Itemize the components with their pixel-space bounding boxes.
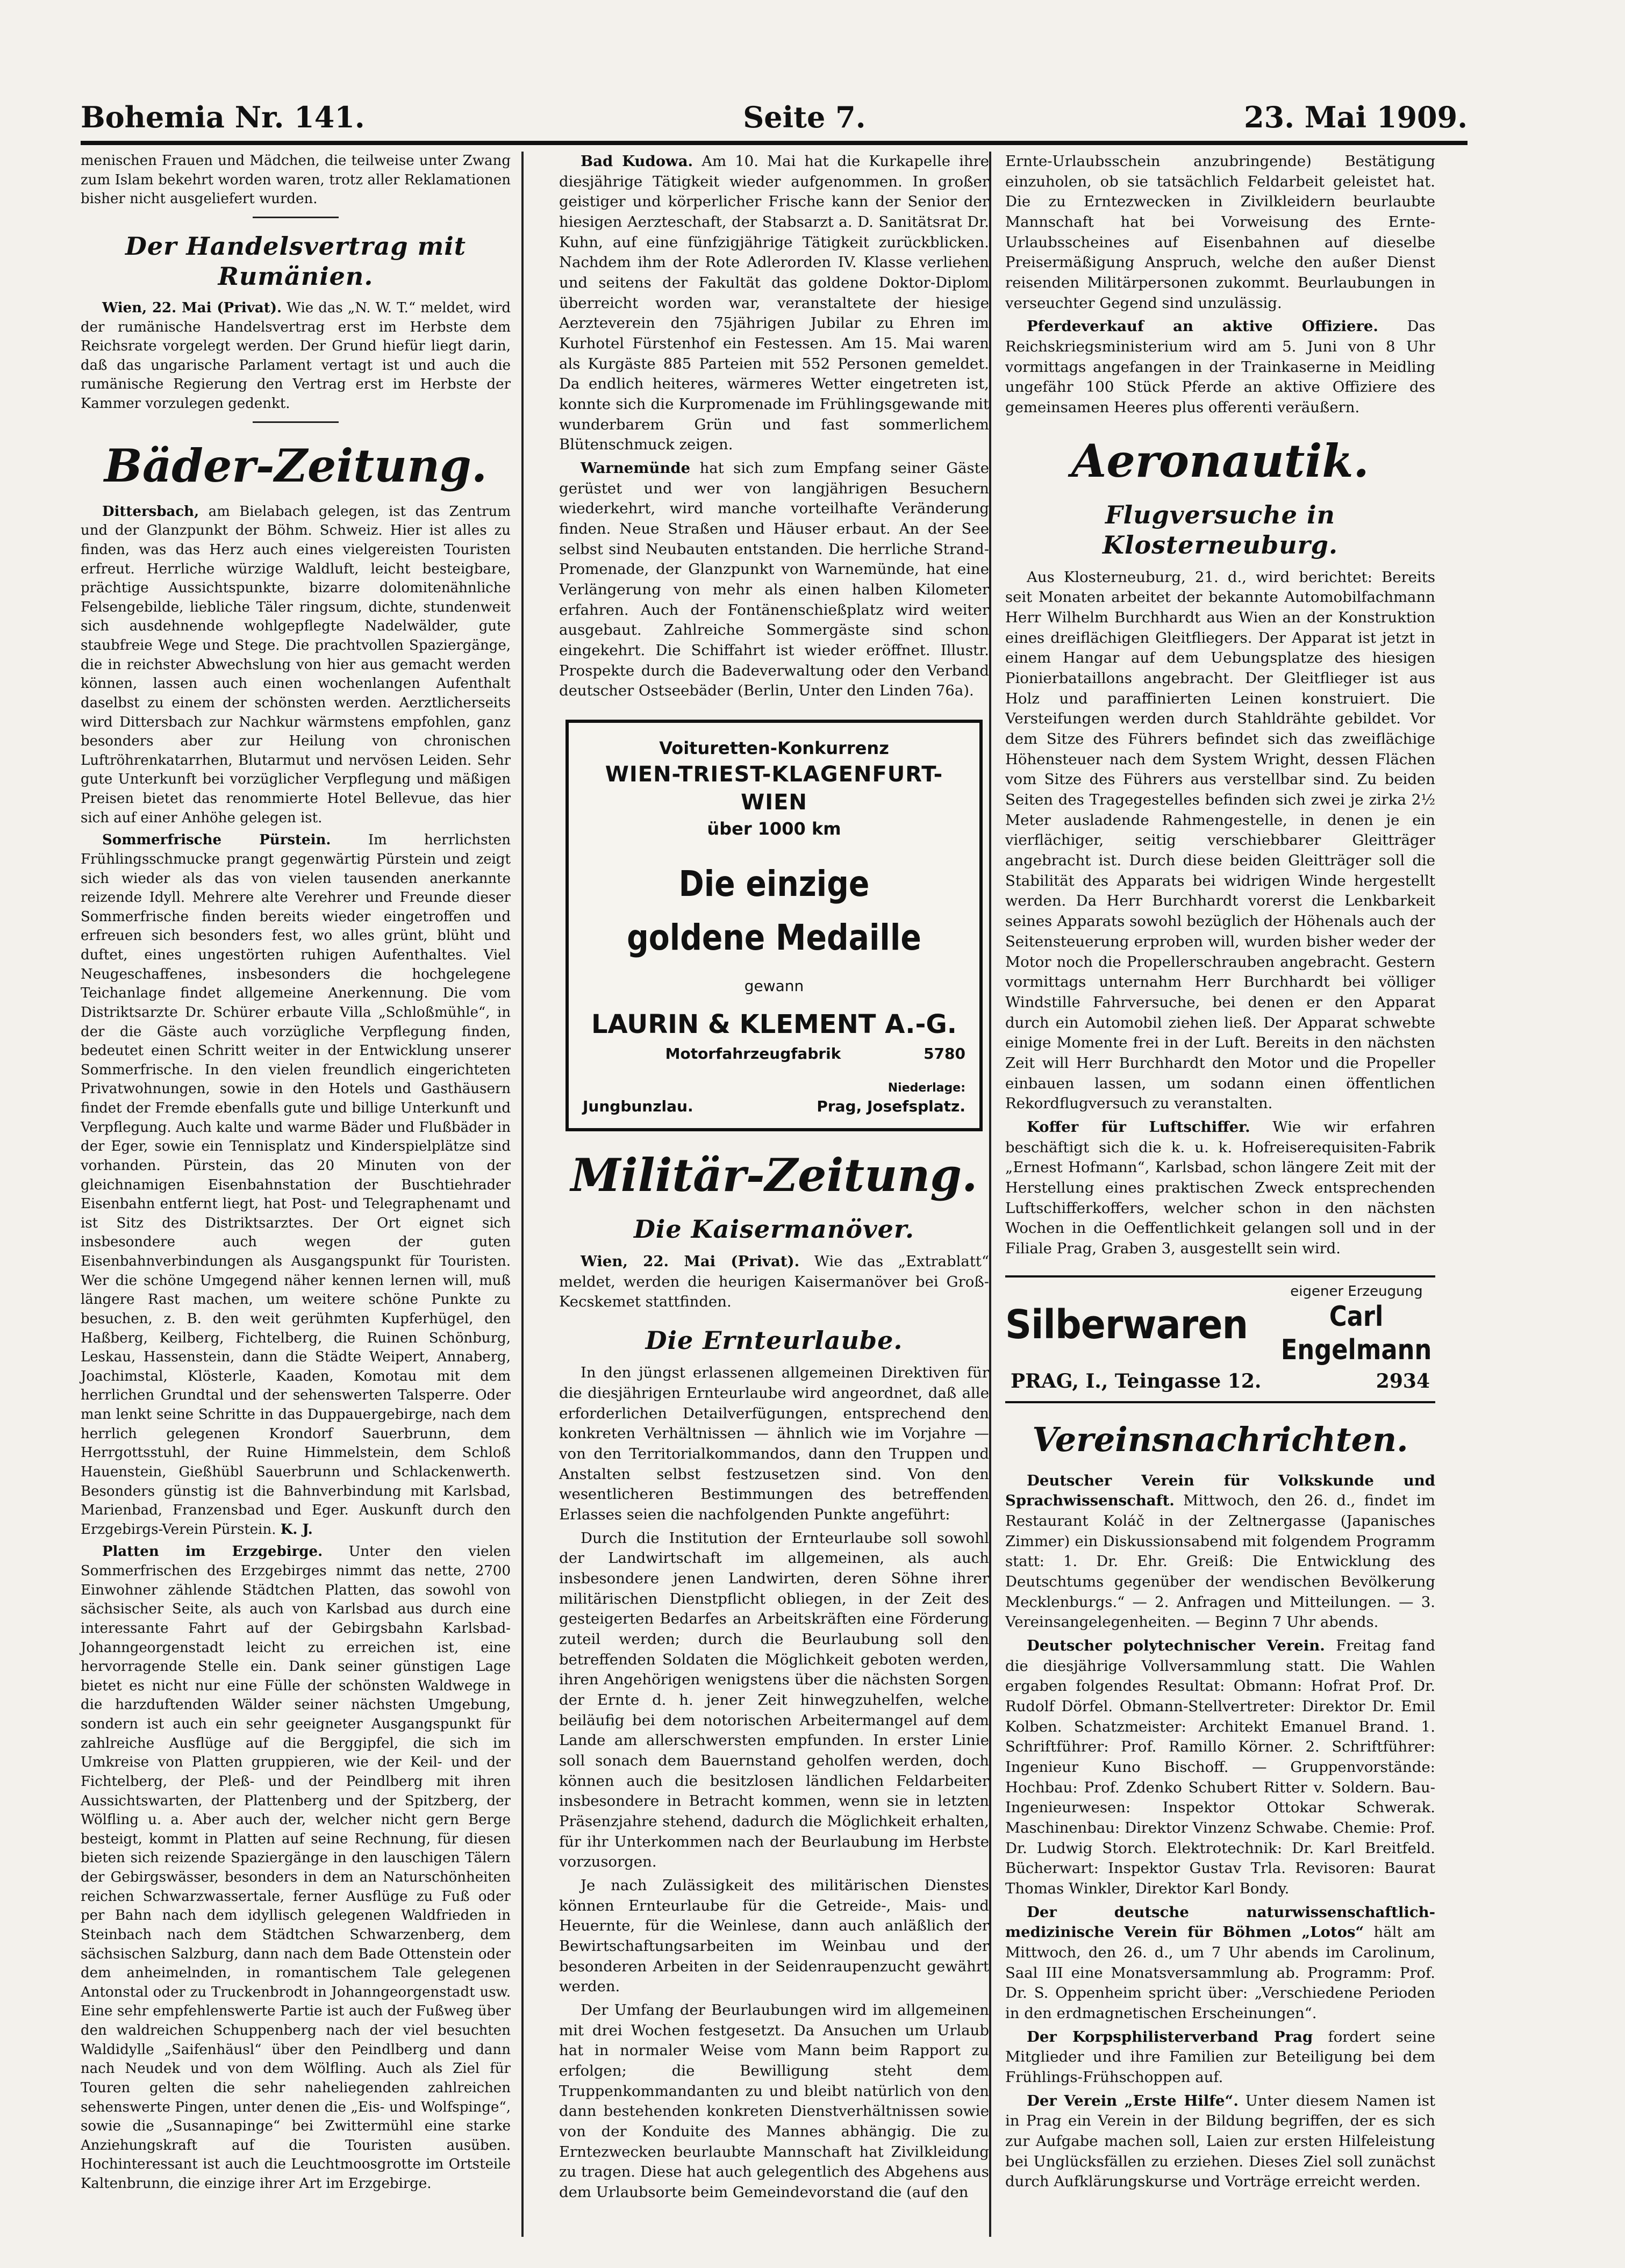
notice-lead: Der Korpsphilisterverband Prag (1027, 2028, 1313, 2045)
ad-number: 5780 (924, 1045, 965, 1063)
article-paragraph: Je nach Zulässigkeit des militärischen Dienstes können Ernteurlaube für die Getreide-, Mais- und Heuernte, für die Weinlese, dann auch anläßlich der Bewirtschaftungsarbeiten im Weinbau und der besonderen Arbeiten in der Seidenraupenzucht gewährt werden. (559, 1876, 989, 1996)
notice-lotos (1005, 1903, 1435, 2024)
headline-handelsvertrag: Der Handelsvertrag mit Rumänien. (125, 231, 466, 291)
notice-lead: Deutscher polytechnischer Verein. (1027, 1637, 1325, 1654)
ad-address-line (1005, 1367, 1435, 1394)
ad-route: WIEN-TRIEST-KLAGENFURT-WIEN (605, 762, 943, 815)
notice-text: Unter diesem Namen ist in Prag ein Verein in der Bildung begriffen, der es sich zur Aufgabe machen soll, Laien zur ersten Hilfeleistung bei Unglücksfällen zu erziehen. Dieses Ziel soll zunächst durch Aufklärungskurse und Vorträge erreicht werden. (1005, 2092, 1435, 2191)
ad-event: Voituretten-Konkurrenz (659, 738, 889, 759)
article-dittersbach (81, 503, 511, 828)
headline-ernteurlaube: Die Ernteurlaube. (645, 1326, 903, 1355)
article-lead: Sommerfrische Pürstein. (102, 832, 331, 849)
dateline: Wien, 22. Mai (Privat). (102, 299, 282, 316)
article-flugversuche: Aus Klosterneuburg, 21. d., wird berichtet: Bereits seit Monaten arbeitet der bekannte Automobilfachmann Herr Wilhelm Burchhardt aus Wien an der Konstruktion eines dreiflächigen Gleitfliegers. Der Apparat ist jetzt in einem Hangar auf dem Uebungsplatze des hiesigen Pionierbataillons angebracht. Der Gleitflieger ist aus Holz und paraffinierten Leinen konstruiert. Die Versteifungen werden durch Stahldrähte gebildet. Vor dem Sitze des Führers befindet sich das zweiflächige Höhensteuer nach dem System Wright, dessen Flächen vom Sitze des Führers aus verstellbar sind. Zu beiden Seiten des Tragegestelles befinden sich zwei je zirka 2½ Meter ausladende Rahmengestelle, in denen je ein vierflächiger, seitig verschiebbarer Gleitträger angebracht ist. Durch diese beiden Gleitträger soll die Stabilität des Apparats bei widrigen Winde hergestellt werden. Da Herr Burchhardt vorerst die Lenkbarkeit seines Apparats sowohl bezüglich der Höhenals auch der Seitensteuerung erproben will, wurden bisher weder der Motor noch die Propellerschrauben angebracht. Gestern vormittags unternahm Herr Burchhardt bei völliger Windstille Fahrversuche, bei denen er den Apparat durch ein Automobil ziehen ließ. Der Apparat schwebte einige Momente frei in der Luft. Bereits in den nächsten Zeit will Herr Burchhardt den Motor und die Propeller einbauen lassen, um sodann einen öffentlichen Rekordflugversuch zu veranstalten. (1005, 568, 1435, 1113)
section-title-vereinsnachrichten: Vereinsnachrichten. (1032, 1419, 1408, 1459)
ad-won: gewann (744, 977, 804, 995)
masthead (81, 97, 1467, 134)
article-puerstein (81, 831, 511, 1539)
article-kaisermanoever (559, 1252, 989, 1312)
article-text: Wie das „Extrablatt“ meldet, werden die heurigen Kaisermanöver bei Groß-Kecskemet stattfinden. (559, 1253, 989, 1311)
article-text: Am 10. Mai hat die Kurkapelle ihre diesjährige Tätigkeit wieder aufgenommen. In großer geistiger und körperlicher Frische kann der Senior der hiesigen Aerzteschaft, der Stabsarzt a. D. Sanitätsrat Dr. Kuhn, auf eine fünfzigjährige Tätigkeit zurückblicken. Nachdem ihm der Rote Adlerorden IV. Klasse verliehen und seitens der Fakultät das goldene Doktor-Diplom überreicht worden war, veranstaltete der hiesige Aerzteverein den 75jährigen Jubilar zu Ehren im Kurhotel Fürstenhof ein Festessen. Am 15. Mai waren als Kurgäste 885 Parteien mit 552 Personen gemeldet. Da endlich heiteres, wärmeres Wetter eingetreten ist, konnte sich die Kurpromenade im Frühlingsgewande mit wunderbarem Grün und fast sommerlichem Blütenschmuck zeigen. (559, 153, 989, 454)
ad-subline (583, 1043, 965, 1065)
article-lead: Pferdeverkauf an aktive Offiziere. (1027, 318, 1379, 335)
notice-text: Mittwoch, den 26. d., findet im Restaurant Koláč in der Zeltnergasse (Japanisches Zimmer) ein Diskussionsabend mit folgendem Programm statt: 1. Dr. Ehr. Greiß: Die Entwicklung des Deutschtums gegenüber der wendischen Bevölkerung Mecklenburgs.“ — 2. Anfragen und Mitteilungen. — 3. Vereinsangelegenheiten. — Beginn 7 Uhr abends. (1005, 1492, 1435, 1631)
section-title-aeronautik: Aeronautik. (1071, 434, 1369, 487)
article-text: Unter den vielen Sommerfrischen des Erzgebirges nimmt das nette, 2700 Einwohner zählende Städtchen Platten, das sowohl von sächsischer Seite, als auch von Karlsbad aus durch eine interessante Fahrt auf der Gebirgsbahn Karlsbad-Johanngeorgenstadt leicht zu erreichen ist, eine hervorragende Stelle ein. Dank seiner günstigen Lage bietet es nicht nur eine Fülle der schönsten Waldwege in die harzduftenden Wälder seiner nächsten Umgebung, sondern ist auch ein sehr geeigneter Ausgangspunkt für zahlreiche Ausflüge auf die Berggipfel, die sich im Umkreise von Platten gruppieren, wie der Keil- und der Fichtelberg, der Pleß- und der Peindlberg mit ihren Aussichtswarten, der Plattenberg und der Spitzberg, der Wölfling u. a. Aber auch der, welcher nicht gern Berge besteigt, kommt in Platten auf seine Rechnung, für diesen bieten sich reizende Spaziergänge in den lauschigen Tälern der Gebirgswässer, besonders in dem an Naturschönheiten reichen Schwarzwassertale, ferner Ausflüge zu Fuß oder per Bahn nach dem idyllisch gelegenen Waldfrieden in Steinbach nach dem Städtchen Schwarzenberg, dem sächsischen Salzburg, dann nach dem Bade Ottenstein oder dem anheimelnden, in romantischem Tale gelegenen Antonstal oder zu Truckenbrodt in Johanngeorgenstadt usw. Eine sehr empfehlenswerte Partie ist auch der Fußweg über den waldreichen Schuppenberg nach der viel besuchten Waldidylle „Saifenhäusl“ über den Peindlberg und dann nach Neudek und von dem Wölfling. Auch als Ziel für Touren gelten die sehr naheliegenden zahlreichen sehenswerte Pingen, unter denen die „Eis- und Wolfspinge“, sowie die „Susannapinge“ bei Zwittermühl eine starke Anziehungskraft auf die Touristen ausüben. Hochinteressant ist auch die Leuchtmoosgrotte im Ortsteile Kaltenbrunn, die einzige ihrer Art im Erzgebirge. (81, 1544, 511, 2192)
article-continuation: Ernte-Urlaubsschein anzubringende) Bestätigung einzuholen, ob sie tatsächlich Feldarbeit geleistet hat. Die zu Erntezwecken in Zivilkleidern beurlaubte Mannschaft hat bei Vorweisung des Ernte-Urlaubsscheines auf Eisenbahnen auf dieselbe Preisermäßigung Anspruch, welche den außer Dienst reisenden Militärpersonen zukommt. Beurlaubungen in verseuchter Gegend sind unzulässig. (1005, 153, 1435, 312)
article-handelsvertrag (81, 299, 511, 414)
ad-top (1005, 1283, 1435, 1367)
article-paragraph: In den jüngst erlassenen allgemeinen Direktiven für die diesjährigen Ernteurlaube wird angeordnet, daß alle erforderlichen Detailverfügungen, entsprechend den konkreten Verhältnissen — ähnlich wie im Vorjahre — von den Territorialkommandos, dann den Truppen und Anstalten selbst festzusetzen sind. Von den wesentlicheren Bestimmungen des betreffenden Erlasses seien die nachfolgenden Punkte angeführt: (559, 1364, 989, 1523)
article-pferdeverkauf (1005, 317, 1435, 418)
article-bad-kudowa (559, 152, 989, 455)
ad-product: Silberwaren (1005, 1301, 1248, 1348)
headline-flugversuche: Flugversuche in Klosterneuburg. (1103, 500, 1338, 559)
notice-volkskunde (1005, 1471, 1435, 1633)
ad-headline: Die einzige goldene Medaille (627, 863, 921, 959)
article-paragraph: Durch die Institution der Ernteurlaube soll sowohl der Landwirtschaft im allgemeinen, als auch insbesondere jenen Landwirten, deren Söhne ihrer militärischen Dienstpflicht obliegen, in der Zeit des gesteigerten Bedarfes an Arbeitskräften eine Förderung zuteil werden; durch die Beurlaubung soll den betreffenden Soldaten die Möglichkeit geboten werden, ihren Angehörigen wenigstens über die nächsten Sorgen der Ernte d. h. jener Zeit hinwegzuhelfen, welche beiläufig bei dem notorischen Arbeitermangel auf dem Lande am allerschwersten empfunden. In erster Linie soll sonach dem Bauernstand geholfen werden, doch können auch die besitzlosen ländlichen Feldarbeiter insbesondere in Betracht kommen, wenn sie in letzten Präsenzjahre stehend, dadurch die Möglichkeit erhalten, für ihr Unterkommen nach der Beurlaubung im Herbste vorzusorgen. (559, 1529, 989, 1871)
ad-own-production: eigener Erzeugung (1290, 1283, 1423, 1300)
article-text: Im herrlichsten Frühlingsschmucke prangt gegenwärtig Pürstein und zeigt sich wieder als das von vielen tausenden anerkannte reizende Idyll. Mehrere alte Verehrer und Freunde dieser Sommerfrische finden bereits wieder eingetroffen und erfreuen sich besonders fest, wo alles grünt, blüht und duftet, eines ungestörten ruhigen Aufenthaltes. Viel Neugeschaffenes, insbesonders die hochgelegene Teichanlage findet allgemeine Anerkennung. Die vom Distriktsarzte Dr. Schürer erbaute Villa „Schloßmühle“, in der die Gäste auch vorzügliche Verpflegung finden, bedeutet einen Schritt weiter in der Entwicklung unserer Sommerfrische. In den vielen freundlich eingerichteten Privatwohnungen, sowie in den Hotels und Gasthäusern findet der Fremde ebenfalls gute und billige Unterkunft und Verpflegung. Auch kalte und warme Bäder und Flußbäder in der Eger, sowie ein Tennisplatz und Kinderspielplätze sind vorhanden. Pürstein, das 20 Minuten von der gleichnamigen Eisenbahnstation der Buschtiehrader Eisenbahn entfernt liegt, hat Post- und Telegraphenamt und ist Sitz des Distriktsarztes. Der Ort eignet sich insbesondere auch wegen der guten Eisenbahnverbindungen als Ausgangspunkt für Touristen. Wer die schöne Umgegend näher kennen lernen will, muß längere Rast machen, um weitere schöne Punkte zu besuchen, z. B. den weit gerühmten Kupferhügel, den Haßberg, Keilberg, Fichtelberg, die Ruinen Schönburg, Leskau, Hassenstein, dann die Städte Weipert, Annaberg, Joachimstal, Klösterle, Kaaden, Komotau mit dem herrlichen Grundtal und der sehenswerten Talsperre. Oder man lenkt seine Schritte in das Duppauergebirge, nach dem herrlich gelegenen Krondorf Sauerbrunn, dem Herrgottsstuhl, der Ruine Himmelstein, dem Schloß Hauenstein, Gießhübl Sauerbrunn und Schlackenwerth. Besonders günstig ist die Bahnverbindung mit Karlsbad, Marienbad, Franzensbad und Eger. Auskunft durch den Erzgebirgs-Verein Pürstein. (81, 832, 511, 1538)
ad-maker (1269, 1283, 1444, 1367)
ad-city: Jungbunzlau. (583, 1097, 693, 1116)
article-continuation: menischen Frauen und Mädchen, die teilweise unter Zwang zum Islam bekehrt worden waren, trotz aller Reklamationen bisher nicht ausgeliefert wurden. (81, 153, 511, 207)
masthead-date: 23. Mai 1909. (1244, 100, 1467, 134)
article-lead: Platten im Erzgebirge. (102, 1544, 323, 1560)
ad-company: Carl Engelmann (1281, 1300, 1432, 1366)
notice-polytechnischer-verein (1005, 1636, 1435, 1899)
ad-branch-label: Niederlage: (887, 1081, 965, 1095)
article-text: Wie wir erfahren beschäftigt sich die k. u. k. Hofreiserequisiten-Fabrik „Ernest Hofmann“, Karlsbad, schon längere Zeit mit der Herstellung eines praktischen Zweck entsprechenden Luftschifferkoffers, welcher schon in den nächsten Wochen in die Oeffentlichkeit gelangen soll und in der Filiale Prag, Graben 3, ausgestellt sein wird. (1005, 1118, 1435, 1257)
section-title-militaer: Militär-Zeitung. (570, 1149, 978, 1202)
masthead-page-number: Seite 7. (743, 100, 866, 134)
column-middle (559, 152, 989, 2237)
ad-branch: Prag, Josefsplatz. (817, 1097, 965, 1116)
article-text: Wie das „N. W. T.“ meldet, wird der rumänische Handelsvertrag erst im Herbste dem Reichsrate vorgelegt werden. Der Grund hiefür liegt darin, daß das ungarische Parlament vertagt ist und auch die rumänische Regierung den Vertrag erst im Herbste der Kammer vorzulegen gedenkt. (81, 299, 511, 412)
column-divider (989, 152, 991, 2237)
ad-factory: Motorfahrzeugfabrik (665, 1045, 841, 1063)
article-lead: Warnemünde (581, 460, 691, 477)
notice-text: hält am Mittwoch, den 26. d., um 7 Uhr abends im Carolinum, Saal III eine Monatsversammlung ab. Programm: Prof. Dr. S. Oppenheim spricht über: „Verschiedene Perioden in den erdmagnetischen Erscheinungen“. (1005, 1924, 1436, 2022)
section-title-baeder: Bäder-Zeitung. (104, 439, 488, 492)
notice-lead: Der Verein „Erste Hilfe“. (1027, 2092, 1239, 2109)
ad-distance: über 1000 km (707, 819, 841, 839)
notice-erste-hilfe (1005, 2091, 1435, 2192)
column-divider (521, 152, 524, 2237)
article-separator (253, 217, 339, 218)
notice-text: fordert seine Mitglieder und ihre Familien zur Beteiligung bei dem Frühlings-Frühschoppen auf. (1005, 2028, 1435, 2086)
article-platten (81, 1542, 511, 2193)
article-text: am Bielabach gelegen, ist das Zentrum und der Glanzpunkt der Böhm. Schweiz. Hier ist alles zu finden, was das Herz auch eines vielgereisten Touristen erfreut. Herrliche würzige Waldluft, leicht besteigbare, prächtige Aussichtspunkte, bizarre dolomitenähnliche Felsengebilde, liebliche Täler ringsum, dichte, stundenweit sich ausdehnende wohlgepflegte Nadelwälder, gute staubfreie Wege und Stege. Die prachtvollen Spaziergänge, die in reichster Abwechslung von hier aus gemacht werden können, lassen auch einen wochenlangen Aufenthalt daselbst zu einem der schönsten werden. Aerztlicherseits wird Dittersbach zur Nachkur wärmstens empfohlen, ganz besonders aber zur Heilung von chronischen Luftröhrenkatarrhen, Blutarmut und nervösen Leiden. Sehr gute Unterkunft bei vorzüglicher Verpflegung und mäßigen Preisen bietet das renommierte Hotel Bellevue, das hier sich auf einer Anhöhe gelegen ist. (81, 503, 511, 826)
article-lead: Koffer für Luftschiffer. (1027, 1118, 1250, 1136)
article-lead: Dittersbach, (102, 503, 199, 520)
article-koffer (1005, 1117, 1435, 1259)
article-signature: K. J. (280, 1521, 313, 1538)
notice-lead: Deutscher Verein für Volkskunde und Sprachwissenschaft. (1005, 1472, 1435, 1510)
ad-number: 2934 (1376, 1369, 1430, 1393)
notice-text: Freitag fand die diesjährige Vollversammlung statt. Die Wahlen ergaben folgendes Resultat: Obmann: Hofrat Prof. Dr. Rudolf Dörfel. Obmann-Stellvertreter: Direktor Dr. Emil Kolben. Schatzmeister: Architekt Emanuel Brand. 1. Schriftführer: Prof. Ramillo Körner. 2. Schriftführer: Ingenieur Kuno Bischoff. — Gruppenvorstände: Hochbau: Prof. Zdenko Schubert Ritter v. Soldern. Bau-Ingenieurwesen: Inspektor Ottokar Schwerak. Maschinenbau: Direktor Vinzenz Schwabe. Chemie: Prof. Dr. Ludwig Storch. Elektrotechnik: Dr. Karl Breitfeld. Bücherwart: Inspektor Gustav Trla. Revisoren: Baurat Thomas Winkler, Direktor Karl Bondy. (1005, 1637, 1435, 1898)
advertisement-laurin-klement (565, 720, 983, 1131)
masthead-rule (81, 141, 1467, 145)
column-right (1005, 152, 1435, 2237)
headline-kaisermanoever: Die Kaisermanöver. (634, 1215, 914, 1244)
article-warnemuende (559, 458, 989, 701)
ad-address: PRAG, I., Teingasse 12. (1011, 1369, 1262, 1393)
advertisement-silberwaren (1005, 1275, 1435, 1403)
notice-korpsphilisterverband (1005, 2027, 1435, 2088)
masthead-paper-number: Bohemia Nr. 141. (81, 100, 365, 134)
article-lead: Bad Kudowa. (581, 153, 693, 170)
column-left (81, 152, 511, 2237)
ad-company: LAURIN & KLEMENT A.-G. (591, 1009, 957, 1040)
article-text: hat sich zum Empfang seiner Gäste gerüstet und wer von langjährigen Besuchern wiederkehrt, wird manche vorteilhafte Veränderung finden. Neue Straßen und Häuser erbaut. An der See selbst sind Neubauten entstanden. Die herrliche Strand-Promenade, der Glanzpunkt von Warnemünde, hat eine Verlängerung von mehr als einen halben Kilometer erfahren. Auch der Fontänenschießplatz wird weiter ausgebaut. Zahlreiche Sommergäste sind schon eingekehrt. Die Schiffahrt ist wieder eröffnet. Illustr. Prospekte durch die Badeverwaltung oder den Verband deutscher Ostseebäder (Berlin, Unter den Linden 76a). (559, 460, 989, 700)
article-paragraph: Der Umfang der Beurlaubungen wird im allgemeinen mit drei Wochen festgesetzt. Da Ansuchen um Urlaub hat in normaler Weise vom Mann beim Rapport zu erfolgen; die Bewilligung steht dem Truppenkommandanten zu und bleibt natürlich von den dann bestehenden konkreten Dienstverhältnissen sowie von der Konduite des Mannes abhängig. Die zu Erntezwecken beurlaubte Mannschaft hat Zivilkleidung zu tragen. Diese hat auch gelegentlich des Abgehens aus dem Urlaubsorte beim Gemeindevorstand die (auf den (559, 2001, 989, 2201)
article-text: Das Reichskriegsministerium wird am 5. Juni von 8 Uhr vormittags angefangen in der Trainkaserne in Meidling ungefähr 100 Stück Pferde an aktive Offiziere des gemeinsamen Heeres plus offerenti veräußern. (1005, 318, 1435, 417)
dateline: Wien, 22. Mai (Privat). (581, 1253, 800, 1271)
notice-lead: Der deutsche naturwissenschaftlich-medizinische Verein für Böhmen „Lotos“ (1005, 1903, 1435, 1941)
article-separator (253, 421, 339, 423)
ad-footer (583, 1081, 965, 1117)
